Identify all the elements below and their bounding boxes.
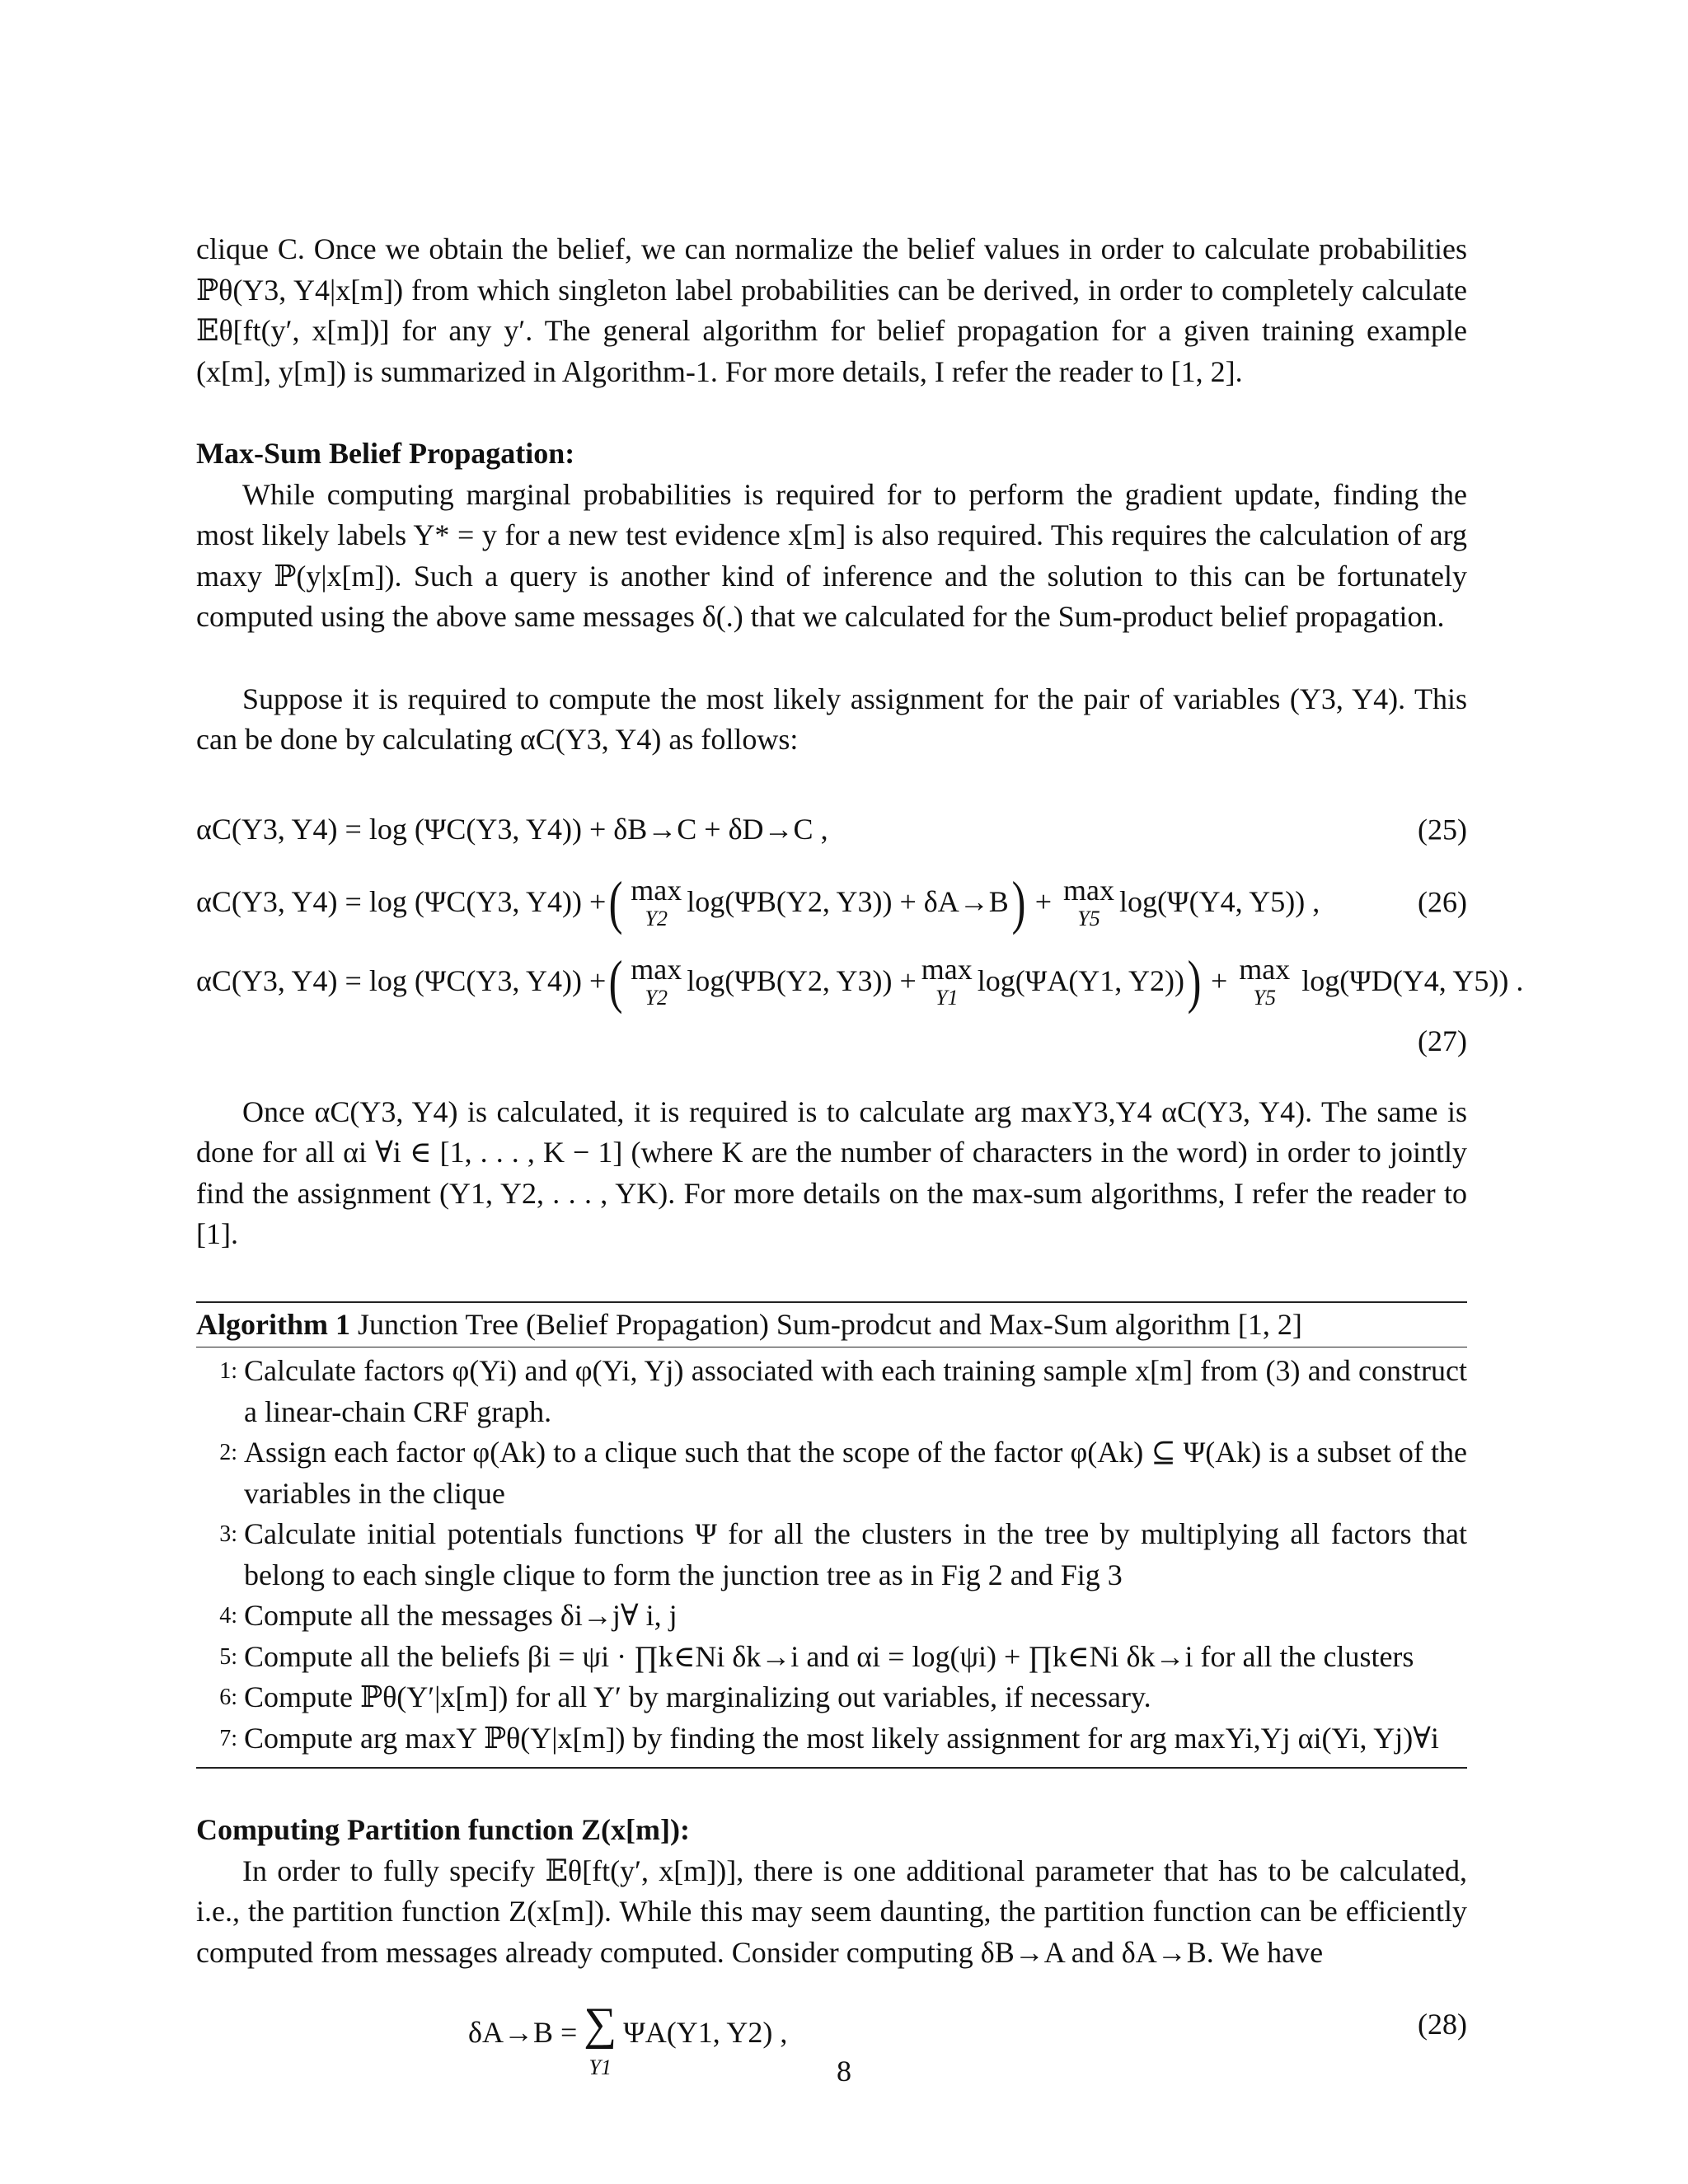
algorithm-step: 4: Compute all the messages δi→j∀ i, j [219, 1599, 678, 1632]
eq25-expression: αC(Y3, Y4) = log (ΨC(Y3, Y4)) + δB→C + δD→C , [196, 812, 828, 846]
eq28-rhs: ΨA(Y1, Y2) , [623, 2016, 788, 2049]
algorithm-step: 2: Assign each factor φ(Ak) to a clique such that the scope of the factor φ(Ak) ⊆ Ψ(Ak) is a subset of the variables in the clique [219, 1436, 1467, 1510]
eq26-tail: log(Ψ(Y4, Y5)) , [1119, 884, 1320, 918]
eq28-lhs: δA→B = [468, 2016, 578, 2049]
eq26-max-y5: max Y5 [1063, 873, 1115, 930]
eq27-lhs: αC(Y3, Y4) = log (ΨC(Y3, Y4)) + [196, 963, 607, 997]
intro-paragraph: clique C. Once we obtain the belief, we can normalize the belief values in order to calculate probabilities ℙθ(Y3, Y4|x[m]) from which singleton label probabilities can be derived, in order to completely calculate 𝔼θ[ft(y′, x[m])] for any y′. The general algorithm for belief propagation for a given training example (x[m], y[m]) is summarized in Algorithm-1. For more details, I refer the reader to [1, 2]. [196, 232, 1467, 388]
eq26-number: (26) [1418, 884, 1467, 918]
equation-26 [196, 863, 1467, 942]
eq28-number: (28) [1418, 2008, 1467, 2041]
eq27-number: (27) [1418, 1024, 1467, 1057]
equation-25 [196, 797, 1467, 863]
eq26-inner: log(ΨB(Y2, Y3)) + δA→B [687, 884, 1009, 918]
eq26-max-y2: max Y2 [631, 873, 682, 930]
eq27-close-paren: ) [1187, 948, 1202, 1015]
algorithm-label: Algorithm 1 [196, 1307, 350, 1341]
partition-heading: Computing Partition function Z(x[m]): [196, 1813, 690, 1846]
eq27-max-y1: max Y1 [921, 952, 973, 1010]
algorithm-step: 6: Compute ℙθ(Y′|x[m]) for all Y′ by marginalizing out variables, if necessary. [219, 1680, 1151, 1713]
equation-27-number-row [196, 1021, 1467, 1064]
eq26-close-paren: ) [1011, 869, 1026, 935]
algorithm-title [196, 1303, 1467, 1348]
partition-paragraph: In order to fully specify 𝔼θ[ft(y′, x[m])], there is one additional parameter that has to be calculated, i.e., the partition function Z(x[m]). While this may seem daunting, the partition function can be efficiently computed from messages already computed. Consider computing δB→A and δA→B. We have [196, 1854, 1467, 1969]
algorithm-steps [196, 1347, 1467, 1767]
eq27-max-y5: max Y5 [1239, 952, 1291, 1010]
eq26-open-paren: ( [608, 869, 623, 935]
algorithm-step: 3: Calculate initial potentials functions Ψ for all the clusters in the tree by multiplying all factors that belong to each single clique to form the junction tree as in Fig 2 and Fig 3 [219, 1517, 1467, 1591]
page-content [196, 229, 1524, 2088]
equation-27 [196, 942, 1556, 1021]
eq27-inner-2: log(ΨA(Y1, Y2)) [977, 963, 1184, 997]
algorithm-box [196, 1301, 1467, 1769]
eq27-max-y2: max Y2 [631, 952, 682, 1010]
maxsum-heading: Max-Sum Belief Propagation: [196, 437, 575, 470]
eq27-open-paren: ( [608, 948, 623, 1015]
algorithm-step: 5: Compute all the beliefs βi = ψi · ∏k∈Ni δk→i and αi = log(ψi) + ∏k∈Ni δk→i for all the clusters [219, 1639, 1414, 1673]
eq25-number: (25) [1418, 812, 1467, 846]
eq26-lhs: αC(Y3, Y4) = log (ΨC(Y3, Y4)) + [196, 884, 607, 918]
eq27-plus: + [1210, 963, 1228, 997]
maxsum-paragraph-1: While computing marginal probabilities is required for to perform the gradient update, finding the most likely labels Y* = y for a new test evidence x[m] is also required. This requires the calculation of arg maxy ℙ(y|x[m]). Such a query is another kind of inference and the solution to this can be fortunately computed using the above same messages δ(.) that we calculated for the Sum-product belief propagation. [196, 477, 1467, 633]
page-number: 8 [837, 2055, 851, 2088]
eq27-tail: log(ΨD(Y4, Y5)) . [1301, 963, 1524, 997]
eq27-inner-1: log(ΨB(Y2, Y3)) + [687, 963, 917, 997]
sum-icon: ∑ Y1 [584, 1999, 617, 2079]
algorithm-step: 7: Compute arg maxY ℙθ(Y|x[m]) by finding the most likely assignment for arg maxYi,Yj αi(Yi, Yj)∀i [219, 1721, 1439, 1755]
algorithm-title-text: Junction Tree (Belief Propagation) Sum-prodcut and Max-Sum algorithm [1, 2] [357, 1307, 1302, 1341]
eq26-plus: + [1034, 884, 1053, 918]
algorithm-step: 1: Calculate factors φ(Yi) and φ(Yi, Yj) associated with each training sample x[m] from (3) and construct a linear-chain CRF graph. [219, 1354, 1467, 1428]
maxsum-paragraph-3: Once αC(Y3, Y4) is calculated, it is required is to calculate arg maxY3,Y4 αC(Y3, Y4). The same is done for all αi ∀i ∈ [1, . . . , K − 1] (where K are the number of characters in the word) in order to jointly find the assignment (Y1, Y2, . . . , YK). For more details on the max-sum algorithms, I refer the reader to [1]. [196, 1094, 1467, 1250]
equation-block [196, 797, 1524, 1064]
maxsum-paragraph-2: Suppose it is required to compute the most likely assignment for the pair of variables (Y3, Y4). This can be done by calculating αC(Y3, Y4) as follows: [196, 682, 1467, 756]
